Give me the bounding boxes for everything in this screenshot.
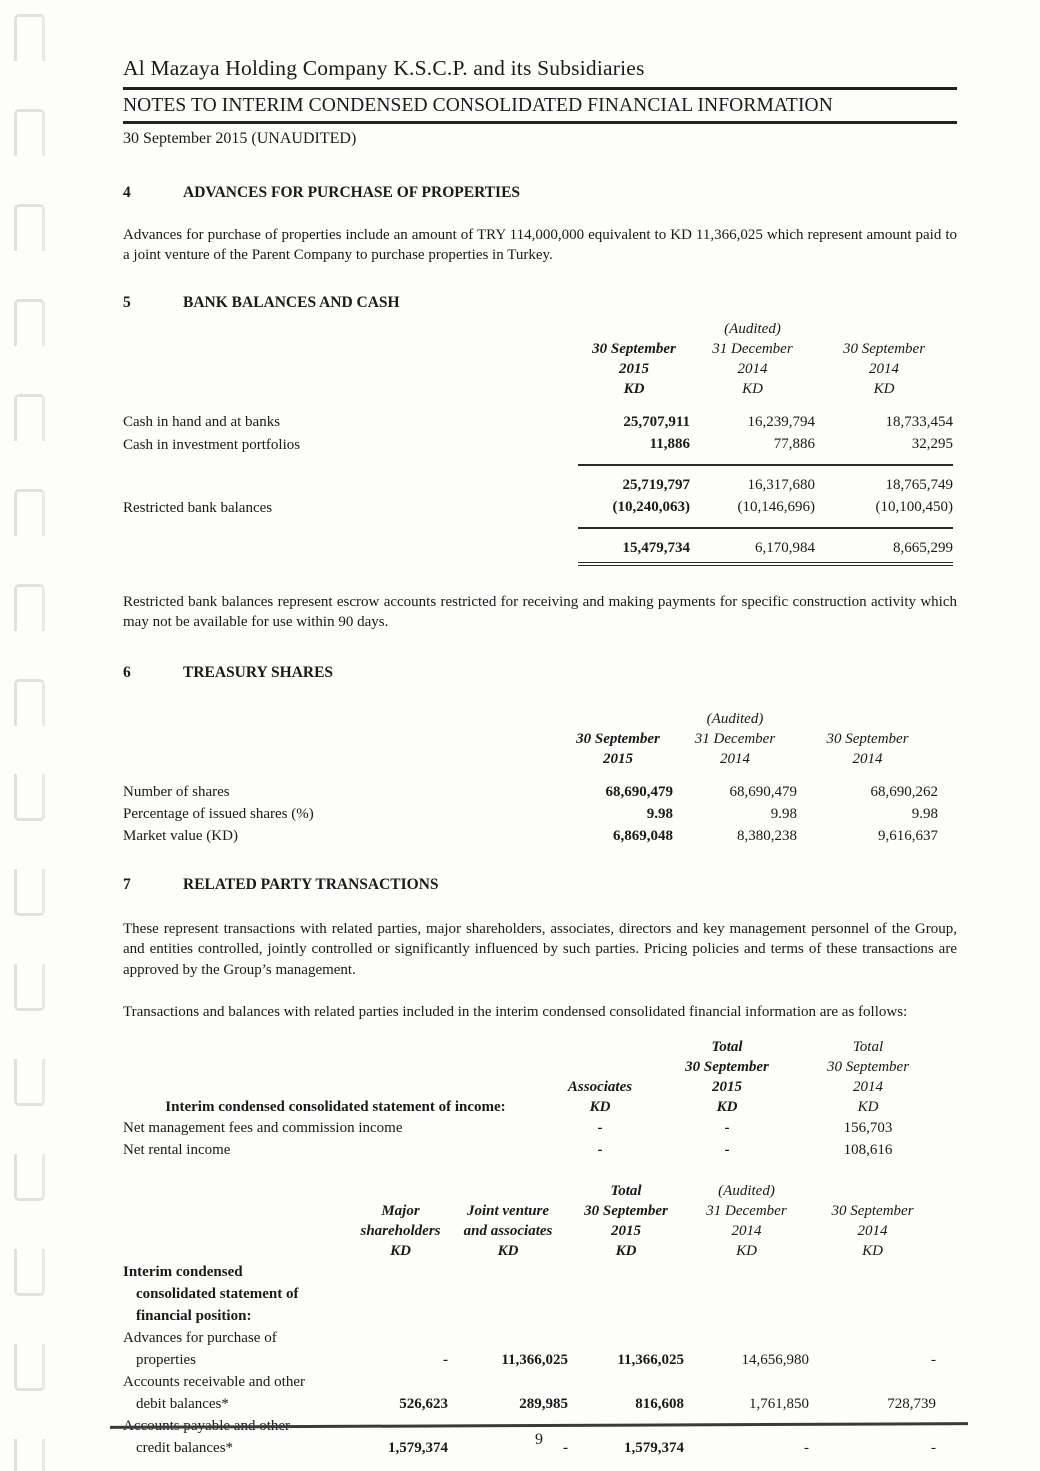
binding-mark	[14, 774, 45, 821]
binding-mark	[14, 869, 45, 916]
cell-value: 816,608	[635, 1395, 684, 1412]
cell-value: -	[724, 1119, 730, 1136]
row-label: Number of shares	[123, 783, 230, 800]
row-label: Percentage of issued shares (%)	[123, 805, 314, 822]
binding-mark	[14, 204, 45, 251]
notes-title: NOTES TO INTERIM CONDENSED CONSOLIDATED FINANCIAL INFORMATION	[123, 95, 833, 116]
table-header-row	[123, 1181, 936, 1261]
cell-value: 68,690,262	[870, 783, 938, 800]
column-header: 30 September 2014 KD	[842, 340, 926, 397]
cell-value: 9,616,637	[878, 827, 938, 844]
table-section-heading: Interim condensed consolidated statement of financial position:	[123, 1263, 299, 1324]
cell-value: 11,366,025	[501, 1351, 568, 1368]
cell-value: -	[597, 1119, 603, 1136]
cell-value: 8,665,299	[815, 528, 953, 564]
row-label: Advances for purchase of properties	[123, 1329, 277, 1368]
row-label: Net management fees and commission income	[123, 1119, 403, 1136]
cell-value: 25,719,797	[578, 465, 690, 496]
cell-value: 6,170,984	[690, 528, 815, 564]
table-row	[123, 825, 938, 847]
cell-value: 32,295	[911, 435, 953, 452]
column-header: 30 September 2015	[576, 730, 660, 767]
cell-value: 9.98	[911, 805, 938, 822]
cell-value: (10,100,450)	[875, 498, 953, 515]
column-header: Major shareholders KD	[360, 1202, 441, 1259]
table-header-row	[123, 709, 938, 769]
column-header: 30 September 2015 KD	[592, 340, 676, 397]
cell-value: 156,703	[843, 1119, 893, 1136]
cell-value: -	[563, 1439, 568, 1456]
header-rule-1	[123, 87, 957, 90]
column-header: (Audited) 31 December 2014 KD	[712, 320, 793, 397]
binding-mark	[14, 299, 45, 346]
column-header: 30 September 2014 KD	[831, 1202, 914, 1259]
section-4-title: ADVANCES FOR PURCHASE OF PROPERTIES	[183, 183, 521, 201]
section-7-title: RELATED PARTY TRANSACTIONS	[183, 875, 439, 893]
page-footer	[110, 1424, 968, 1449]
section-7-paragraph-1: These represent transactions with related parties, major shareholders, associates, directors and key management personnel of the Group, and entities controlled, jointly controlled or significantly influenced by such parties. Pricing policies and terms of these transactions are approved by the Group’s management.	[123, 920, 957, 978]
footer-rule	[110, 1422, 968, 1428]
cell-value: -	[931, 1351, 936, 1368]
header-rule-2	[123, 121, 957, 124]
binding-mark	[14, 14, 45, 61]
cell-value: 18,733,454	[885, 413, 953, 430]
cell-value: 15,479,734	[578, 528, 690, 564]
restricted-balances-note: Restricted bank balances represent escrow accounts restricted for receiving and making payments for specific construction activity which may not be available for use within 90 days.	[123, 593, 957, 630]
table-row	[123, 1117, 934, 1139]
table-row-total	[123, 528, 953, 564]
table-row	[123, 1327, 936, 1371]
row-label: credit balances*	[136, 1439, 234, 1456]
column-header: (Audited) 31 December 2014	[694, 710, 776, 767]
table-row	[123, 496, 953, 528]
binding-mark	[14, 679, 45, 726]
table-row-subtotal	[123, 465, 953, 496]
column-header: 30 September 2014	[826, 730, 909, 767]
cell-value: 1,579,374	[624, 1439, 684, 1456]
related-party-position-table	[123, 1181, 936, 1459]
report-date-line: 30 September 2015 (UNAUDITED)	[123, 129, 357, 147]
cell-value: 728,739	[887, 1395, 936, 1412]
section-4-paragraph: Advances for purchase of properties include an amount of TRY 114,000,000 equivalent to KD 11,366,025 which represent amount paid to a joint venture of the Parent Company to purchase properties in Turkey.	[123, 226, 957, 263]
cell-value: 526,623	[399, 1395, 448, 1412]
cell-value: 9.98	[646, 805, 673, 822]
binding-mark	[14, 394, 45, 441]
cell-value: 16,317,680	[690, 465, 815, 496]
table-section-heading: Interim condensed consolidated statement of income:	[165, 1098, 506, 1115]
cell-value: 14,656,980	[741, 1351, 809, 1368]
table-row	[123, 1371, 936, 1415]
row-label: Cash in investment portfolios	[123, 436, 301, 453]
cell-value: 68,690,479	[729, 783, 797, 800]
treasury-shares-table	[123, 709, 938, 847]
binding-mark	[14, 489, 45, 536]
binding-mark	[14, 109, 45, 156]
column-header: Associates KD	[567, 1078, 633, 1115]
cell-value: -	[597, 1141, 603, 1158]
binding-mark	[14, 964, 45, 1011]
row-label: Net rental income	[123, 1141, 231, 1158]
section-7-heading	[123, 875, 957, 895]
table-section-heading-row	[123, 1261, 936, 1327]
cell-value: 18,765,749	[815, 465, 953, 496]
section-7-number: 7	[123, 875, 131, 893]
cell-value: 16,239,794	[747, 413, 815, 430]
section-6-number: 6	[123, 663, 131, 681]
cell-value: 289,985	[519, 1395, 568, 1412]
row-label: Cash in hand and at banks	[123, 413, 281, 430]
section-7-paragraph-2: Transactions and balances with related parties included in the interim condensed consolidated financial information are as follows:	[123, 1004, 908, 1020]
cell-value: 11,366,025	[617, 1351, 684, 1368]
cell-value: 11,886	[649, 435, 690, 452]
binding-mark	[14, 1059, 45, 1106]
row-label: Accounts receivable and other debit balances*	[123, 1373, 305, 1412]
table-header-row	[123, 1037, 934, 1117]
row-label: Restricted bank balances	[123, 499, 273, 516]
section-6-heading	[123, 663, 957, 683]
section-5-heading	[123, 293, 957, 313]
table-row	[123, 781, 938, 803]
section-5-title: BANK BALANCES AND CASH	[183, 293, 400, 311]
page-content	[123, 0, 957, 1459]
cell-value: (10,146,696)	[737, 498, 815, 515]
column-header: Joint venture and associates KD	[463, 1202, 553, 1259]
section-4-heading	[123, 183, 957, 203]
cell-value: 77,886	[773, 435, 815, 452]
related-party-income-table	[123, 1037, 934, 1161]
table-header-row	[123, 319, 953, 399]
column-header: (Audited) 31 December 2014 KD	[706, 1182, 787, 1259]
cell-value: -	[931, 1439, 936, 1456]
table-row	[123, 433, 953, 465]
cell-value: 9.98	[770, 805, 797, 822]
company-title: Al Mazaya Holding Company K.S.C.P. and its Subsidiaries	[123, 56, 645, 80]
cell-value: 1,761,850	[749, 1395, 809, 1412]
cell-value: -	[724, 1141, 730, 1158]
column-header: Total 30 September 2015 KD	[584, 1182, 668, 1259]
column-header: Total 30 September 2014 KD	[826, 1038, 910, 1115]
cell-value: 25,707,911	[623, 413, 690, 430]
cell-value: 108,616	[843, 1141, 893, 1158]
binding-mark	[14, 1344, 45, 1391]
binding-mark	[14, 584, 45, 631]
section-6-title: TREASURY SHARES	[183, 663, 334, 681]
bank-balances-table	[123, 319, 953, 566]
table-row	[123, 1139, 934, 1161]
page-number: 9	[535, 1430, 543, 1448]
section-4-number: 4	[123, 183, 131, 201]
cell-value: (10,240,063)	[612, 498, 690, 515]
table-row	[123, 803, 938, 825]
cell-value: 1,579,374	[388, 1439, 448, 1456]
cell-value: 68,690,479	[605, 783, 673, 800]
cell-value: -	[804, 1439, 809, 1456]
cell-value: 8,380,238	[737, 827, 797, 844]
binding-mark	[14, 1249, 45, 1296]
column-header: Total 30 September 2015 KD	[685, 1038, 769, 1115]
cell-value: 6,869,048	[613, 827, 673, 844]
binding-mark	[14, 1439, 45, 1471]
cell-value: -	[443, 1351, 448, 1368]
table-row	[123, 411, 953, 433]
row-label: Market value (KD)	[123, 827, 238, 844]
section-5-number: 5	[123, 293, 131, 311]
binding-mark	[14, 1154, 45, 1201]
